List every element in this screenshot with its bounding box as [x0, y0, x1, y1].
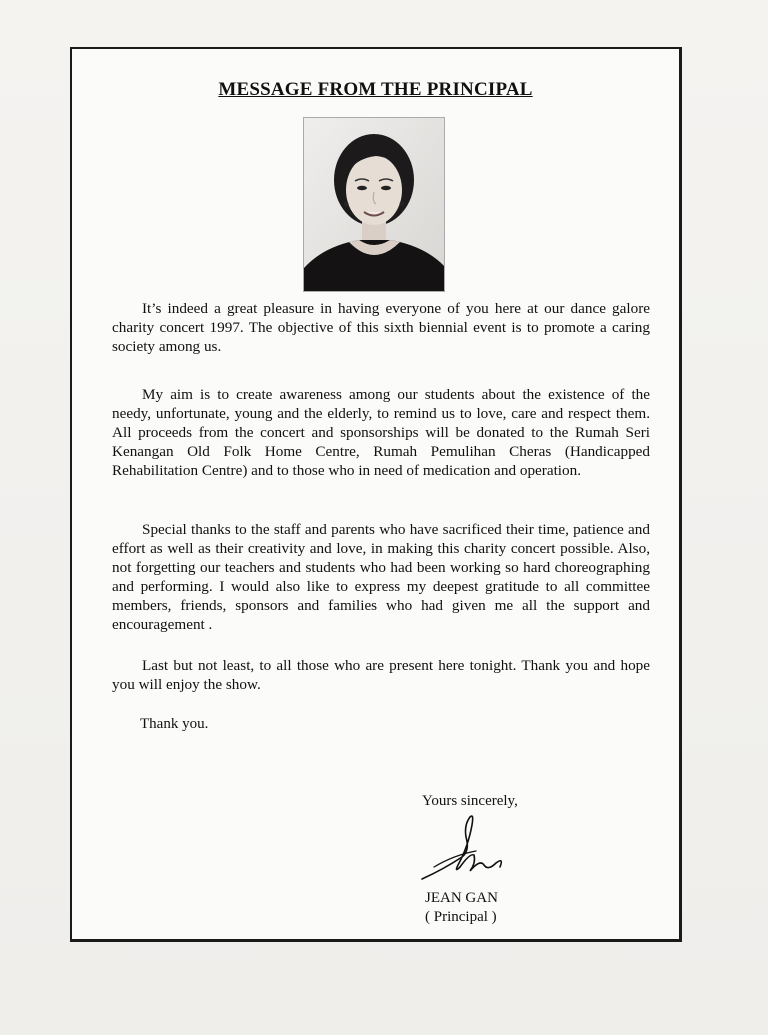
- paragraph-2: [112, 385, 650, 480]
- paragraph-1: [112, 299, 650, 356]
- paragraph-text: Last but not least, to all those who are present here tonight. Thank you and hope you will enjoy the show.: [112, 657, 650, 693]
- signatory-block: [425, 889, 498, 927]
- signatory-name: JEAN GAN: [425, 890, 498, 906]
- closing-salutation: Yours sincerely,: [422, 793, 518, 809]
- thank-you-line: Thank you.: [140, 716, 209, 732]
- paragraph-4: [112, 656, 650, 694]
- principal-portrait-photo: [303, 117, 445, 292]
- message-frame: [70, 47, 682, 942]
- page-title: MESSAGE FROM THE PRINCIPAL: [218, 79, 533, 100]
- paragraph-text: Special thanks to the staff and parents who have sacrificed their time, patience and effort as well as their creativity and love, in making this charity concert possible. Also, not forgetting our teachers and students who had been working so hard choreographing and performing. I would also like to express my deepest gratitude to all committee members, friends, sponsors and families who had given me all the support and encouragement .: [112, 521, 650, 633]
- signature-icon: [414, 807, 514, 887]
- paragraph-text: My aim is to create awareness among our students about the existence of the needy, unfortunate, young and the elderly, to remind us to love, care and respect them. All proceeds from the concert and sponsorships will be donated to the Rumah Seri Kenangan Old Folk Home Centre, Rumah Pemulihan Cheras (Handicapped Rehabilitation Centre) and to those who in need of medication and operation.: [112, 386, 650, 479]
- paragraph-text: It’s indeed a great pleasure in having everyone of you here at our dance galore charity concert 1997. The objective of this sixth biennial event is to promote a caring society among us.: [112, 300, 650, 355]
- portrait-photo-icon: [304, 118, 445, 292]
- signatory-title: ( Principal ): [425, 909, 497, 925]
- paragraph-3: [112, 520, 650, 634]
